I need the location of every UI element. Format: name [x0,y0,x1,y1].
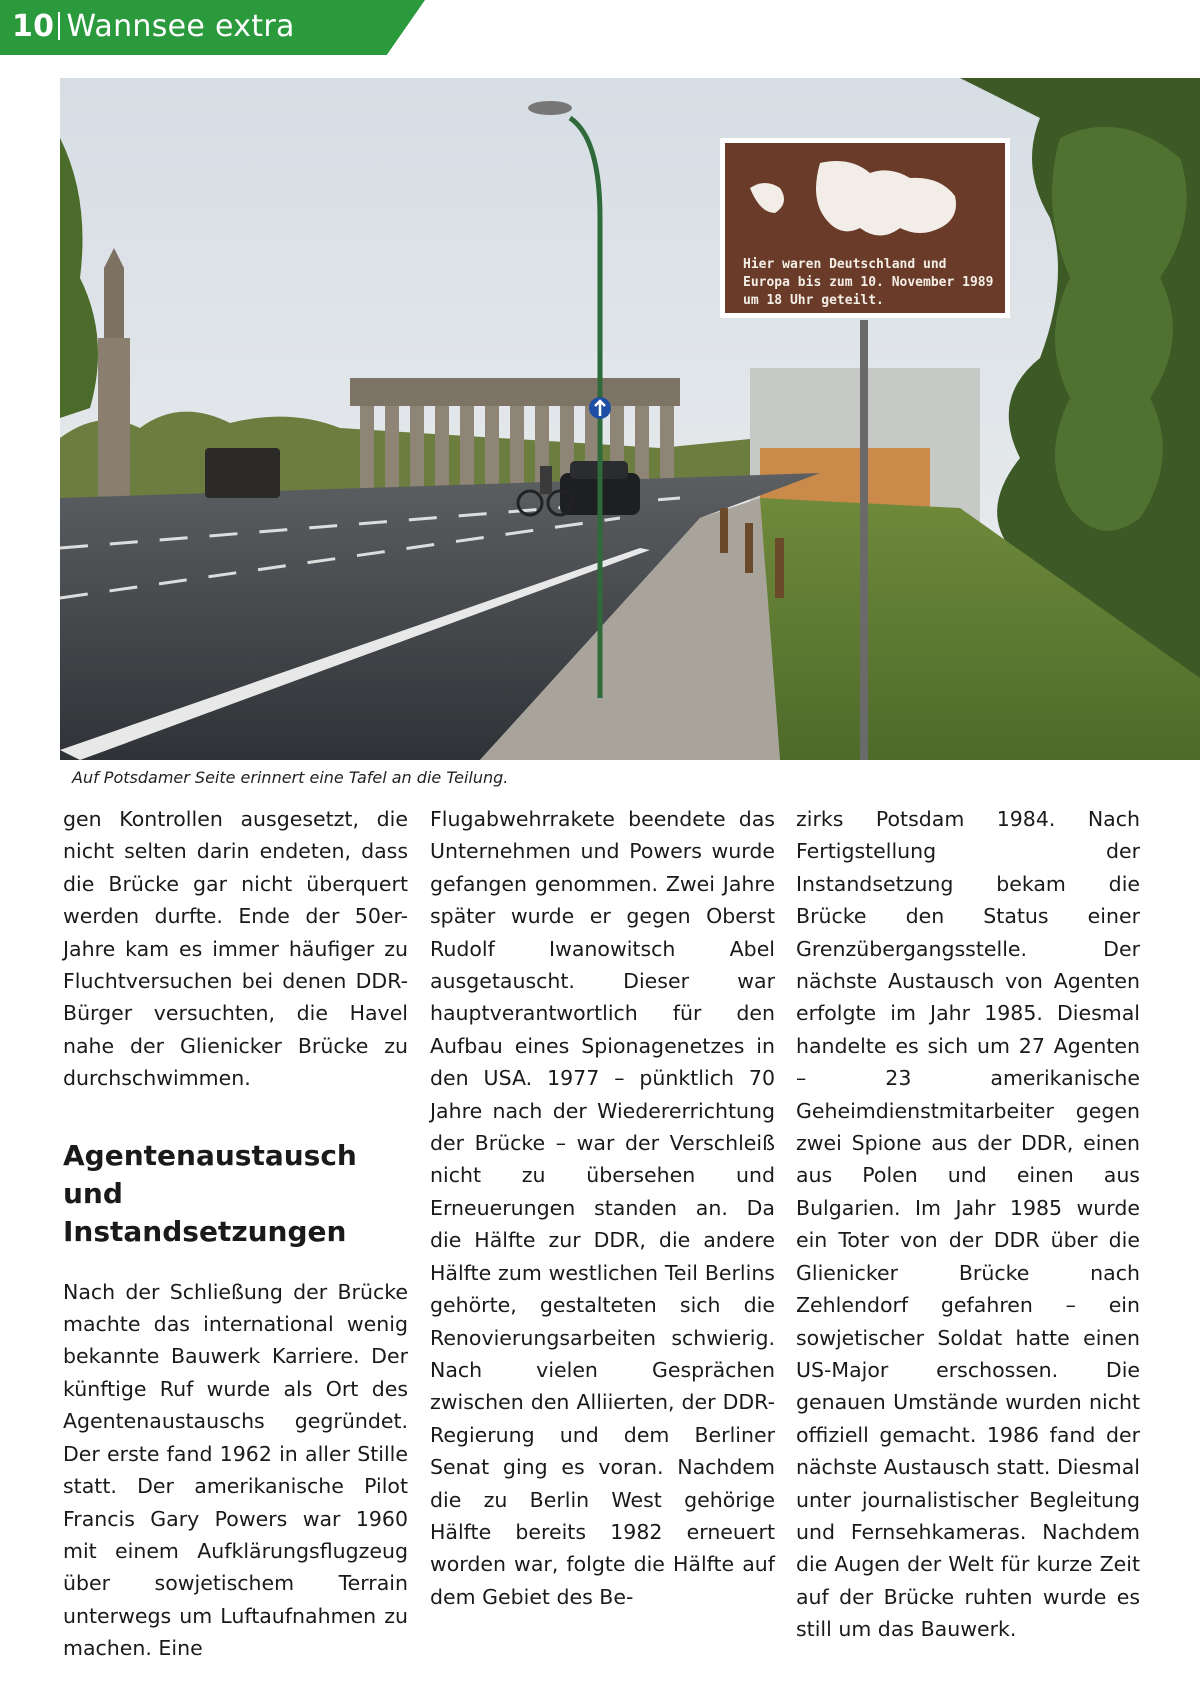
article-photo [60,78,1200,760]
header-divider [58,12,60,40]
sign-text-line-3: um 18 Uhr geteilt. [743,293,884,308]
body-paragraph: zirks Potsdam 1984. Nach Fertigstellung der Instandsetzung bekam die Brücke den Status einer Grenzübergangsstelle. Der nächste Austausch von Agenten erfolgte im Jahr 1985. Diesmal handelte es sich um 27 Agenten – 23 amerikanische Geheimdienstmitarbeiter gegen zwei Spione aus der DDR, einen aus Polen und einen aus Bulgarien. Im Jahr 1985 wurde ein Toter von der DDR über die Glienicker Brücke nach Zehlendorf gefahren – ein sowjetischer Soldat hatte einen US-Major erschossen. Die genauen Umstände wurden nicht offiziell gemacht. 1986 fand der nächste Austausch statt. Diesmal unter journalistischer Begleitung und Fernsehkameras. Nachdem die Augen der Welt für kurze Zeit auf der Brücke ruhten wurde es still um das Bauwerk. [796,807,1140,1642]
body-paragraph: Flugabwehrrakete beendete das Unternehmen und Powers wurde gefangen genommen. Zwei Jahre später wurde er gegen Oberst Rudolf Iwanowitsch Abel ausgetauscht. Dieser war hauptverantwortlich für den Aufbau eines Spionagenetzes in den USA. 1977 – pünktlich 70 Jahre nach der Wiedererrichtung der Brücke – war der Verschleiß nicht zu übersehen und Erneuerungen standen an. Da die Hälfte zur DDR, die andere Hälfte zum westlichen Teil Berlins gehörte, gestalteten sich die Renovierungsarbeiten schwierig. Nach vielen Gesprächen zwischen den Alliierten, der DDR-Regierung und dem Berliner Senat ging es voran. Nachdem die zu Berlin West gehörige Hälfte bereits 1982 erneuert worden war, folgte die Hälfte auf dem Gebiet des Be- [430,807,775,1609]
section-header [12,7,295,47]
section-title: Wannsee extra [66,9,295,44]
section-heading: Agentenaustausch und Instandsetzungen [63,1138,357,1248]
sign-text-line-1: Hier waren Deutschland und [743,257,947,272]
page-number: 10 [12,9,55,44]
article-column-2 [430,803,775,1613]
article-column-1 [63,803,408,1665]
photo-caption: Auf Potsdamer Seite erinnert eine Tafel an die Teilung. [72,768,509,787]
body-paragraph: Nach der Schließung der Brücke machte das international wenig bekannte Bauwerk Karriere. Der künftige Ruf wurde als Ort des Agentenaustauschs gegründet. Der erste fand 1962 in aller Stille statt. Der amerikanische Pilot Francis Gary Powers war 1960 mit einem Aufklärungsflugzeug über sowjetischem Terrain unterwegs um Luftaufnahmen zu machen. Eine [63,1279,408,1661]
article-column-3 [796,803,1140,1646]
intro-paragraph: gen Kontrollen ausgesetzt, die nicht selten darin endeten, dass die Brücke gar nicht überquert werden durfte. Ende der 50er-Jahre kam es immer häufiger zu Fluchtversuchen bei denen DDR-Bürger versuchten, die Havel nahe der Glienicker Brücke zu durchschwimmen. [63,807,408,1091]
sign-text-line-2: Europa bis zum 10. November 1989 [743,275,994,290]
bridge-photo-illustration [60,78,1200,760]
